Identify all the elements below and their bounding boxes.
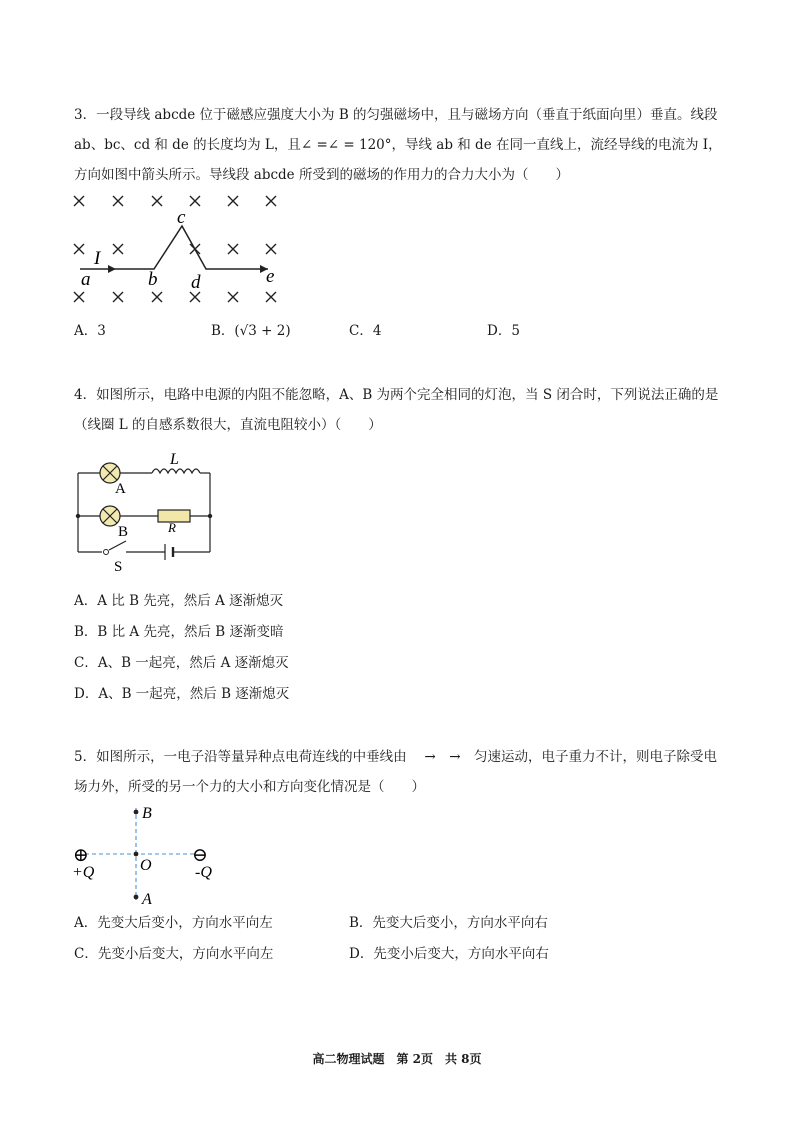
question-4-circuit [70,448,220,573]
point-o-dot [134,852,139,857]
switch-blade [109,541,126,550]
q3-option-a[interactable]: A．3 [74,323,106,339]
q5-option-c[interactable]: C．先变小后变大，方向水平向左 [74,946,274,962]
inductor-coil [152,469,200,473]
wire-abcde [80,226,268,269]
resistor-label: R [168,520,176,535]
point-b-label: B [142,805,152,822]
point-o-label: O [140,857,152,874]
q5-option-d[interactable]: D．先变小后变大，方向水平向右 [349,946,549,962]
inductor-label: L [170,451,179,468]
q5-option-a[interactable]: A．先变大后变小，方向水平向左 [74,915,273,931]
negative-charge-icon: ⊖ [192,845,208,866]
lamp-a [100,463,120,483]
point-d-label: d [191,272,201,293]
q3-option-d[interactable]: D．5 [487,323,520,339]
lamp-b [100,506,120,526]
switch-pivot [104,550,109,555]
question-3-stem: 3．一段导线 abcde 位于磁感应强度大小为 B 的匀强磁场中，且与磁场方向（垂直于纸面向里）垂直。线段 ab、bc、cd 和 de 的长度均为 L，且∠ =∠ = 120°，导线 ab 和 de 在同一直线上，流经导线的电流为 I，方向如图中箭头所示。导线段 abcde 所受到的磁场的作用力的合力大小为（ ） [74,107,722,183]
q4-option-d[interactable]: D．A、B 一起亮，然后 B 逐渐熄灭 [74,686,290,702]
point-b-dot [134,810,139,815]
switch-label: S [114,559,123,573]
pos-charge-label: +Q [72,864,95,881]
magnetic-field-crosses [74,196,276,302]
point-e-label: e [266,266,275,287]
question-5-figure [68,802,228,910]
q4-option-a[interactable]: A．A 比 B 先亮，然后 A 逐渐熄灭 [74,593,284,609]
point-c-label: c [177,207,186,228]
point-a-label: A [142,891,152,908]
q5-option-b[interactable]: B．先变大后变小，方向水平向右 [349,915,548,931]
q4-option-c[interactable]: C．A、B 一起亮，然后 A 逐渐熄灭 [74,655,289,671]
question-4-stem: 4．如图所示，电路中电源的内阻不能忽略，A、B 为两个完全相同的灯泡，当 S 闭合时，下列说法正确的是（线圈 L 的自感系数很大，直流电阻较小）（ ） [74,387,719,433]
node-left [76,514,80,518]
point-a-dot [134,895,139,900]
current-label: I [94,248,101,269]
current-arrow-ab [108,265,116,273]
q3-option-c[interactable]: C．4 [349,323,382,339]
question-3-figure [70,190,290,310]
q4-option-b[interactable]: B．B 比 A 先亮，然后 B 逐渐变暗 [74,624,284,640]
positive-charge-icon: ⊕ [73,845,89,866]
question-5-stem: 5．如图所示，一电子沿等量异种点电荷连线的中垂线由 → → 匀速运动，电子重力不计，则电子除受电场力外，所受的另一个力的大小和方向变化情况是（ ） [74,749,718,795]
lamp-a-label: A [115,481,126,497]
neg-charge-label: -Q [195,864,212,881]
point-a-label: a [81,269,91,290]
q3-option-b[interactable]: B．(√3 + 2) [211,323,291,339]
lamp-b-label: B [118,524,129,540]
node-right [208,514,212,518]
point-b-label: b [148,269,158,290]
page-footer: 高二物理试题 第 2页 共 8页 [312,1052,482,1066]
battery [165,544,173,560]
